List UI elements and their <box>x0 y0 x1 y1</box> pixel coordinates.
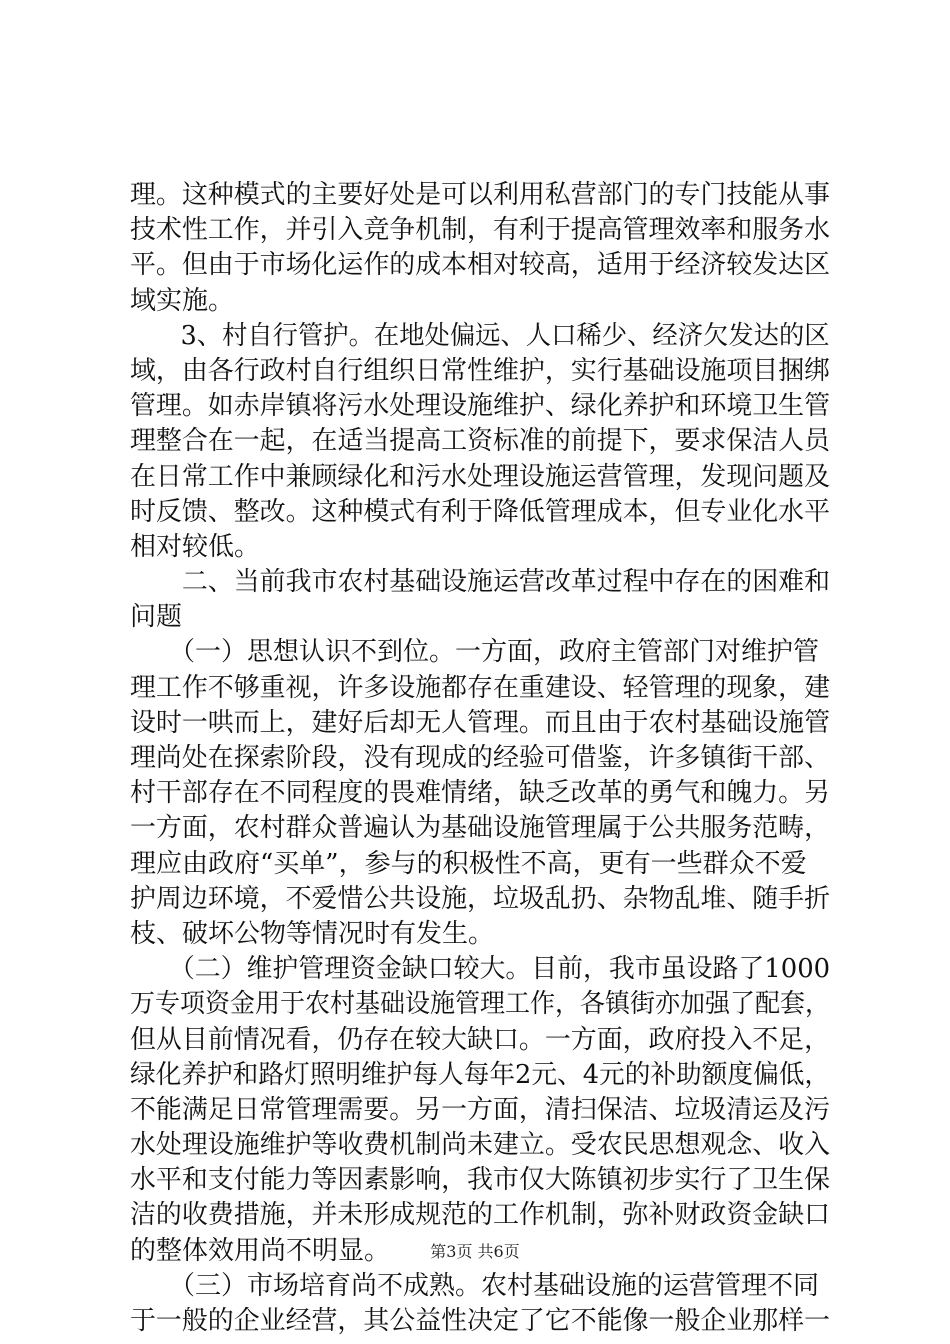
text-line: 平。但由于市场化运作的成本相对较高，适用于经济较发达区 <box>130 250 831 281</box>
text-line: 3、村自行管护。在地处偏远、人口稀少、经济欠发达的区 <box>130 320 830 351</box>
body-text <box>130 178 830 1339</box>
text-line: 域，由各行政村自行组织日常性维护，实行基础设施项目捆绑 <box>130 355 831 386</box>
text-line: 域实施。 <box>130 285 235 316</box>
text-line: 理应由政府“买单”，参与的积极性不高，更有一些群众不爱 <box>130 848 807 879</box>
text-line: 一方面，农村群众普遍认为基础设施管理属于公共服务范畴， <box>130 813 831 844</box>
text-line: （一）思想认识不到位。一方面，政府主管部门对维护管 <box>130 637 820 668</box>
text-line: 于一般的企业经营，其公益性决定了它不能像一般企业那样一 <box>130 1306 831 1336</box>
text-line: 在日常工作中兼顾绿化和污水处理设施运营管理，发现问题及 <box>130 461 831 492</box>
text-line: 枝、破坏公物等情况时有发生。 <box>130 918 495 949</box>
text-line: 二、当前我市农村基础设施运营改革过程中存在的困难和 <box>130 567 831 598</box>
text-line: 时反馈、整改。这种模式有利于降低管理成本，但专业化水平 <box>130 496 831 527</box>
text-line: 理尚处在探索阶段，没有现成的经验可借鉴，许多镇街干部、 <box>130 743 831 773</box>
text-line: 水平和支付能力等因素影响，我市仅大陈镇初步实行了卫生保 <box>130 1165 831 1196</box>
text-line: （三）市场培育尚不成熟。农村基础设施的运营管理不同 <box>130 1270 820 1301</box>
text-line: 护周边环境，不爱惜公共设施，垃圾乱扔、杂物乱堆、随手折 <box>130 883 831 914</box>
text-line: 万专项资金用于农村基础设施管理工作，各镇街亦加强了配套， <box>130 989 830 1020</box>
text-line: 但从目前情况看，仍存在较大缺口。一方面，政府投入不足， <box>130 1024 831 1055</box>
page-footer: 第3页 共6页 <box>430 1242 520 1261</box>
text-line: 的整体效用尚不明显。 <box>130 1235 391 1266</box>
text-line: 理工作不够重视，许多设施都存在重建设、轻管理的现象，建 <box>130 672 831 703</box>
text-line: 不能满足日常管理需要。另一方面，清扫保洁、垃圾清运及污 <box>130 1094 831 1125</box>
text-line: 村干部存在不同程度的畏难情绪，缺乏改革的勇气和魄力。另 <box>130 778 831 809</box>
text-line: 水处理设施维护等收费机制尚未建立。受农民思想观念、收入 <box>130 1130 831 1161</box>
text-line: 管理。如赤岸镇将污水处理设施维护、绿化养护和环境卫生管 <box>130 391 831 422</box>
text-line: 相对较低。 <box>130 531 261 562</box>
text-line: 设时一哄而上，建好后却无人管理。而且由于农村基础设施管 <box>130 707 831 738</box>
text-line: 理。这种模式的主要好处是可以利用私营部门的专门技能从事 <box>130 180 831 210</box>
text-line: （二）维护管理资金缺口较大。目前，我市虽设路了1000 <box>130 954 831 985</box>
text-line: 问题 <box>130 602 183 633</box>
text-line: 理整合在一起，在适当提高工资标准的前提下，要求保洁人员 <box>130 426 831 457</box>
text-line: 洁的收费措施，并未形成规范的工作机制，弥补财政资金缺口 <box>130 1200 831 1231</box>
text-line: 绿化养护和路灯照明维护每人每年2元、4元的补助额度偏低， <box>130 1059 831 1090</box>
text-line: 技术性工作，并引入竞争机制，有利于提高管理效率和服务水 <box>130 215 831 246</box>
